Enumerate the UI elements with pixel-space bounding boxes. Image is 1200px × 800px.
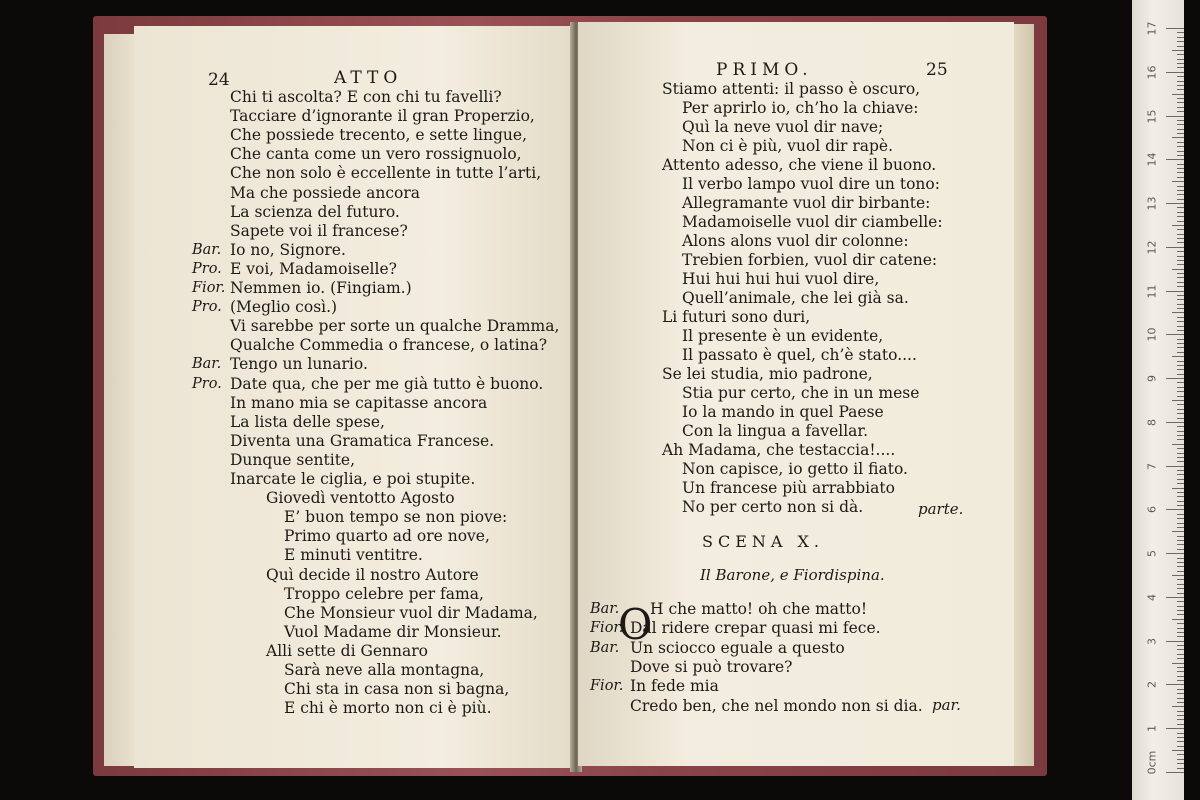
ruler-tick bbox=[1177, 54, 1184, 55]
verse-line: Che canta come un vero rossignuolo, bbox=[230, 145, 522, 164]
verse-line: E’ buon tempo se non piove: bbox=[284, 508, 508, 527]
ruler-tick bbox=[1166, 728, 1184, 729]
verse-line: Sarà neve alla montagna, bbox=[284, 661, 485, 679]
ruler-tick bbox=[1177, 676, 1184, 677]
ruler-tick bbox=[1177, 172, 1184, 173]
ruler-tick bbox=[1177, 129, 1184, 130]
verse-line: Un francese più arrabbiato bbox=[682, 479, 895, 497]
ruler-tick bbox=[1172, 444, 1184, 445]
verse-line: Attento adesso, che viene il buono. bbox=[662, 156, 937, 174]
speaker-label: Bar. bbox=[192, 356, 222, 373]
ruler-tick bbox=[1172, 137, 1184, 138]
ruler-tick bbox=[1177, 41, 1184, 42]
right-page-number: 25 bbox=[926, 60, 948, 80]
verse-line: Non capisce, io getto il fiato. bbox=[682, 460, 908, 478]
verse-line: Diventa una Gramatica Francese. bbox=[230, 431, 495, 450]
ruler-tick bbox=[1166, 772, 1184, 773]
ruler-tick bbox=[1177, 151, 1184, 152]
ruler-tick bbox=[1177, 304, 1184, 305]
ruler-tick bbox=[1177, 418, 1184, 419]
scene-persons: Il Barone, e Fiordispina. bbox=[700, 566, 885, 584]
ruler-number: 11 bbox=[1145, 284, 1159, 299]
verse-line: Stiamo attenti: il passo è oscuro, bbox=[662, 80, 921, 98]
ruler-tick bbox=[1177, 606, 1184, 607]
ruler-number: 14 bbox=[1145, 152, 1159, 167]
ruler-tick bbox=[1177, 98, 1184, 99]
verse-line: Io no, Signore. bbox=[230, 240, 346, 259]
ruler-tick bbox=[1177, 636, 1184, 637]
ruler-tick bbox=[1177, 177, 1184, 178]
ruler-tick bbox=[1166, 159, 1184, 160]
ruler-tick bbox=[1177, 461, 1184, 462]
ruler-tick bbox=[1177, 693, 1184, 694]
ruler-tick bbox=[1177, 124, 1184, 125]
ruler-tick bbox=[1177, 492, 1184, 493]
speaker-label: Fior. bbox=[590, 620, 624, 637]
ruler-tick bbox=[1177, 501, 1184, 502]
dialogue-line: In fede mia bbox=[630, 677, 719, 696]
ruler-tick bbox=[1177, 321, 1184, 322]
ruler-number: 16 bbox=[1145, 65, 1159, 80]
ruler-tick bbox=[1177, 229, 1184, 230]
verse-line: E voi, Madamoiselle? bbox=[230, 259, 397, 278]
ruler-tick bbox=[1177, 540, 1184, 541]
ruler-tick bbox=[1177, 584, 1184, 585]
ruler-tick bbox=[1177, 133, 1184, 134]
ruler-tick bbox=[1177, 649, 1184, 650]
verse-line: Con la lingua a favellar. bbox=[682, 422, 869, 440]
dialogue-line: Dove si può trovare? bbox=[630, 657, 793, 676]
verse-line: No per certo non si dà. bbox=[682, 498, 864, 516]
ruler-tick bbox=[1177, 295, 1184, 296]
ruler-tick bbox=[1177, 518, 1184, 519]
ruler-tick bbox=[1177, 89, 1184, 90]
verse-line: Chi ti ascolta? E con chi tu favelli? bbox=[230, 88, 502, 106]
ruler-tick bbox=[1172, 706, 1184, 707]
ruler-number: 15 bbox=[1145, 109, 1159, 124]
ruler-tick bbox=[1177, 435, 1184, 436]
verse-line: In mano mia se capitasse ancora bbox=[230, 393, 488, 412]
ruler-tick bbox=[1177, 562, 1184, 563]
ruler-tick bbox=[1166, 291, 1184, 292]
ruler-tick bbox=[1177, 610, 1184, 611]
ruler-tick bbox=[1166, 422, 1184, 423]
right-page bbox=[578, 22, 1014, 766]
ruler-tick bbox=[1177, 221, 1184, 222]
ruler-tick bbox=[1177, 483, 1184, 484]
ruler-tick bbox=[1172, 400, 1184, 401]
verse-line: Chi sta in casa non si bagna, bbox=[284, 680, 510, 699]
ruler-tick bbox=[1177, 59, 1184, 60]
ruler-tick bbox=[1177, 120, 1184, 121]
verse-line: E chi è morto non ci è più. bbox=[284, 699, 492, 718]
ruler-tick bbox=[1177, 186, 1184, 187]
ruler-tick bbox=[1177, 374, 1184, 375]
verse-line: Che possiede trecento, e sette lingue, bbox=[230, 126, 528, 145]
ruler-tick bbox=[1177, 339, 1184, 340]
ruler-tick bbox=[1177, 527, 1184, 528]
ruler-number: 7 bbox=[1145, 462, 1159, 470]
ruler-tick bbox=[1172, 531, 1184, 532]
ruler-tick bbox=[1177, 273, 1184, 274]
ruler-tick bbox=[1166, 597, 1184, 598]
ruler-tick bbox=[1177, 654, 1184, 655]
ruler-tick bbox=[1172, 312, 1184, 313]
verse-line: Qualche Commedia o francese, o latina? bbox=[230, 336, 548, 355]
ruler-tick bbox=[1177, 439, 1184, 440]
ruler-tick bbox=[1177, 719, 1184, 720]
verse-line: Hui hui hui hui vuol dire, bbox=[682, 270, 880, 288]
ruler-tick bbox=[1177, 711, 1184, 712]
ruler-tick bbox=[1177, 142, 1184, 143]
ruler-tick bbox=[1177, 448, 1184, 449]
speaker-label: Bar. bbox=[590, 601, 620, 617]
ruler-tick bbox=[1177, 207, 1184, 208]
verse-line: Giovedì ventotto Agosto bbox=[266, 489, 455, 508]
verse-line: Il verbo lampo vuol dire un tono: bbox=[682, 175, 940, 193]
ruler-tick bbox=[1177, 759, 1184, 760]
drop-cap: O bbox=[618, 600, 653, 649]
ruler-tick bbox=[1172, 356, 1184, 357]
ruler-number: 0cm bbox=[1145, 750, 1159, 775]
ruler-tick bbox=[1166, 466, 1184, 467]
ruler-tick bbox=[1177, 260, 1184, 261]
ruler-tick bbox=[1177, 361, 1184, 362]
ruler-tick bbox=[1166, 203, 1184, 204]
ruler-tick bbox=[1177, 85, 1184, 86]
verse-line: (Meglio così.) bbox=[230, 298, 338, 317]
left-page-number: 24 bbox=[208, 70, 230, 90]
ruler-tick bbox=[1177, 680, 1184, 681]
ruler-tick bbox=[1177, 242, 1184, 243]
ruler-tick bbox=[1177, 67, 1184, 68]
ruler-tick bbox=[1177, 347, 1184, 348]
ruler-tick bbox=[1177, 737, 1184, 738]
ruler-tick bbox=[1177, 505, 1184, 506]
ruler-tick bbox=[1177, 343, 1184, 344]
ruler-tick bbox=[1172, 663, 1184, 664]
right-page-header: PRIMO. bbox=[716, 60, 813, 80]
verse-line: Che Monsieur vuol dir Madama, bbox=[284, 603, 538, 622]
ruler-tick bbox=[1172, 575, 1184, 576]
ruler-tick bbox=[1177, 102, 1184, 103]
left-page bbox=[134, 26, 574, 768]
ruler-tick bbox=[1177, 667, 1184, 668]
ruler-tick bbox=[1177, 277, 1184, 278]
speaker-label: Pro. bbox=[192, 299, 222, 316]
ruler-tick bbox=[1177, 111, 1184, 112]
exit-direction: parte. bbox=[918, 500, 964, 518]
verse-line: La lista delle spese, bbox=[230, 412, 385, 431]
ruler-tick bbox=[1166, 247, 1184, 248]
ruler-tick bbox=[1177, 369, 1184, 370]
ruler-tick bbox=[1177, 168, 1184, 169]
ruler-tick bbox=[1177, 317, 1184, 318]
ruler-tick bbox=[1177, 164, 1184, 165]
ruler-number: 5 bbox=[1145, 550, 1159, 558]
ruler-number: 13 bbox=[1145, 196, 1159, 211]
ruler-tick bbox=[1172, 488, 1184, 489]
ruler-tick bbox=[1177, 382, 1184, 383]
ruler-tick bbox=[1177, 689, 1184, 690]
ruler-tick bbox=[1177, 715, 1184, 716]
ruler-tick bbox=[1177, 588, 1184, 589]
ruler-tick bbox=[1177, 601, 1184, 602]
verse-line: Ah Madama, che testaccia!.... bbox=[662, 441, 896, 459]
verse-line: Dunque sentite, bbox=[230, 450, 356, 469]
verse-line: Inarcate le ciglia, e poi stupite. bbox=[230, 470, 476, 488]
ruler-tick bbox=[1177, 409, 1184, 410]
ruler-tick bbox=[1177, 470, 1184, 471]
verse-line: Nemmen io. (Fingiam.) bbox=[230, 279, 412, 297]
verse-line: Date qua, che per me già tutto è buono. bbox=[230, 374, 544, 393]
ruler-tick bbox=[1172, 225, 1184, 226]
ruler-tick bbox=[1177, 474, 1184, 475]
ruler-tick bbox=[1166, 334, 1184, 335]
ruler-tick bbox=[1177, 544, 1184, 545]
ruler-tick bbox=[1172, 50, 1184, 51]
verse-line: Non ci è più, vuol dir rapè. bbox=[682, 137, 894, 155]
ruler-tick bbox=[1172, 181, 1184, 182]
ruler-tick bbox=[1177, 282, 1184, 283]
ruler-tick bbox=[1177, 746, 1184, 747]
ruler-tick bbox=[1177, 741, 1184, 742]
verse-line: Trebien forbien, vuol dir catene: bbox=[682, 251, 938, 269]
dialogue-line: H che matto! oh che matto! bbox=[650, 600, 868, 618]
ruler-tick bbox=[1166, 378, 1184, 379]
ruler-tick bbox=[1166, 72, 1184, 73]
verse-line: Il presente è un evidente, bbox=[682, 327, 884, 345]
ruler-tick bbox=[1177, 32, 1184, 33]
ruler-tick bbox=[1172, 94, 1184, 95]
ruler-tick bbox=[1177, 431, 1184, 432]
ruler-tick bbox=[1177, 37, 1184, 38]
ruler-tick bbox=[1177, 308, 1184, 309]
ruler-tick bbox=[1166, 509, 1184, 510]
ruler-tick bbox=[1177, 536, 1184, 537]
ruler-tick bbox=[1177, 190, 1184, 191]
ruler-tick bbox=[1177, 558, 1184, 559]
ruler-tick bbox=[1177, 733, 1184, 734]
verse-line: Se lei studia, mio padrone, bbox=[662, 365, 873, 383]
ruler-number: 17 bbox=[1145, 21, 1159, 36]
verse-line: Quì decide il nostro Autore bbox=[266, 565, 479, 584]
ruler-tick bbox=[1177, 352, 1184, 353]
ruler-tick bbox=[1177, 396, 1184, 397]
ruler-tick bbox=[1177, 523, 1184, 524]
verse-line: La scienza del futuro. bbox=[230, 202, 400, 221]
ruler-tick bbox=[1177, 81, 1184, 82]
verse-line: Quell’animale, che lei già sa. bbox=[682, 289, 909, 307]
ruler-tick bbox=[1177, 264, 1184, 265]
ruler-tick bbox=[1177, 404, 1184, 405]
ruler-tick bbox=[1177, 658, 1184, 659]
ruler-tick bbox=[1177, 453, 1184, 454]
ruler-tick bbox=[1177, 391, 1184, 392]
verse-line: Ma che possiede ancora bbox=[230, 183, 421, 202]
ruler-number: 2 bbox=[1145, 681, 1159, 689]
ruler-tick bbox=[1177, 763, 1184, 764]
ruler-tick bbox=[1172, 269, 1184, 270]
verse-line: Stia pur certo, che in un mese bbox=[682, 384, 920, 402]
ruler-tick bbox=[1177, 216, 1184, 217]
ruler-tick bbox=[1166, 641, 1184, 642]
speaker-label: Fior. bbox=[590, 678, 624, 695]
ruler-tick bbox=[1177, 286, 1184, 287]
dialogue-line: Dal ridere crepar quasi mi fece. bbox=[630, 619, 881, 638]
verse-line: Alons alons vuol dir colonne: bbox=[682, 232, 909, 250]
ruler-tick bbox=[1177, 238, 1184, 239]
verse-line: Primo quarto ad ore nove, bbox=[284, 527, 490, 546]
verse-line: Tengo un lunario. bbox=[230, 355, 368, 374]
ruler-number: 1 bbox=[1145, 725, 1159, 733]
ruler-tick bbox=[1177, 496, 1184, 497]
verse-line: Che non solo è eccellente in tutte l’arti, bbox=[230, 164, 542, 183]
verse-line: Per aprirlo io, ch’ho la chiave: bbox=[682, 99, 919, 117]
ruler-tick bbox=[1177, 479, 1184, 480]
ruler-tick bbox=[1177, 579, 1184, 580]
verse-line: Il passato è quel, ch’è stato.... bbox=[682, 346, 917, 364]
ruler-tick bbox=[1166, 684, 1184, 685]
ruler-tick bbox=[1177, 365, 1184, 366]
ruler-tick bbox=[1177, 146, 1184, 147]
ruler-tick bbox=[1177, 514, 1184, 515]
verse-line: Tacciare d’ignorante il gran Properzio, bbox=[230, 107, 535, 126]
ruler-tick bbox=[1177, 645, 1184, 646]
speaker-label: Fior. bbox=[192, 280, 226, 296]
ruler-tick bbox=[1177, 702, 1184, 703]
ruler-tick bbox=[1177, 76, 1184, 77]
ruler-tick bbox=[1177, 199, 1184, 200]
ruler-number: 8 bbox=[1145, 418, 1159, 426]
ruler-tick bbox=[1177, 234, 1184, 235]
ruler-tick bbox=[1177, 623, 1184, 624]
speaker-label: Bar. bbox=[192, 241, 222, 258]
ruler-tick bbox=[1166, 553, 1184, 554]
ruler-tick bbox=[1177, 107, 1184, 108]
ruler-tick bbox=[1177, 194, 1184, 195]
ruler-tick bbox=[1177, 326, 1184, 327]
ruler-tick bbox=[1177, 413, 1184, 414]
verse-line: Li futuri sono duri, bbox=[662, 308, 811, 326]
ruler-tick bbox=[1172, 619, 1184, 620]
verse-line: Vi sarebbe per sorte un qualche Dramma, bbox=[230, 317, 560, 336]
ruler-tick bbox=[1177, 671, 1184, 672]
ruler-tick bbox=[1177, 212, 1184, 213]
ruler-number: 10 bbox=[1145, 327, 1159, 342]
verse-line: Io la mando in quel Paese bbox=[682, 403, 884, 421]
ruler-tick bbox=[1177, 426, 1184, 427]
ruler-tick bbox=[1177, 457, 1184, 458]
ruler-tick bbox=[1177, 632, 1184, 633]
speaker-label: Pro. bbox=[192, 375, 222, 392]
ruler-tick bbox=[1172, 750, 1184, 751]
ruler-tick bbox=[1177, 593, 1184, 594]
ruler-tick bbox=[1177, 698, 1184, 699]
ruler-tick bbox=[1177, 46, 1184, 47]
final-direction: par. bbox=[932, 696, 961, 714]
verse-line: Troppo celebre per fama, bbox=[284, 584, 484, 603]
verse-line: E minuti ventitre. bbox=[284, 546, 423, 565]
speaker-label: Pro. bbox=[192, 260, 222, 277]
ruler-tick bbox=[1177, 256, 1184, 257]
left-page-header: ATTO bbox=[334, 68, 403, 88]
verse-line: Alli sette di Gennaro bbox=[266, 641, 428, 660]
dialogue-line: Un sciocco eguale a questo bbox=[630, 638, 845, 657]
ruler-number: 9 bbox=[1145, 375, 1159, 383]
verse-line: Vuol Madame dir Monsieur. bbox=[284, 622, 502, 641]
ruler-tick bbox=[1177, 614, 1184, 615]
dialogue-line: Credo ben, che nel mondo non si dia. bbox=[630, 696, 923, 715]
ruler-number: 12 bbox=[1145, 240, 1159, 255]
scene-title: SCENA X. bbox=[702, 532, 824, 551]
verse-line: Madamoiselle vuol dir ciambelle: bbox=[682, 213, 943, 231]
ruler-tick bbox=[1177, 155, 1184, 156]
ruler-number: 4 bbox=[1145, 593, 1159, 601]
ruler-tick bbox=[1166, 28, 1184, 29]
ruler-tick bbox=[1177, 754, 1184, 755]
ruler-tick bbox=[1177, 330, 1184, 331]
ruler-tick bbox=[1177, 628, 1184, 629]
ruler-number: 6 bbox=[1145, 506, 1159, 514]
speaker-label: Bar. bbox=[590, 639, 620, 656]
ruler-tick bbox=[1177, 768, 1184, 769]
ruler-tick bbox=[1177, 387, 1184, 388]
measurement-ruler bbox=[1132, 0, 1184, 800]
ruler-tick bbox=[1177, 724, 1184, 725]
ruler-tick bbox=[1177, 251, 1184, 252]
verse-line: Quì la neve vuol dir nave; bbox=[682, 118, 884, 136]
ruler-number: 3 bbox=[1145, 637, 1159, 645]
verse-line: Allegramante vuol dir birbante: bbox=[682, 194, 931, 212]
ruler-tick bbox=[1177, 63, 1184, 64]
ruler-tick bbox=[1177, 571, 1184, 572]
ruler-tick bbox=[1177, 566, 1184, 567]
ruler-tick bbox=[1177, 549, 1184, 550]
ruler-tick bbox=[1166, 116, 1184, 117]
verse-line: Sapete voi il francese? bbox=[230, 221, 408, 240]
ruler-tick bbox=[1177, 299, 1184, 300]
